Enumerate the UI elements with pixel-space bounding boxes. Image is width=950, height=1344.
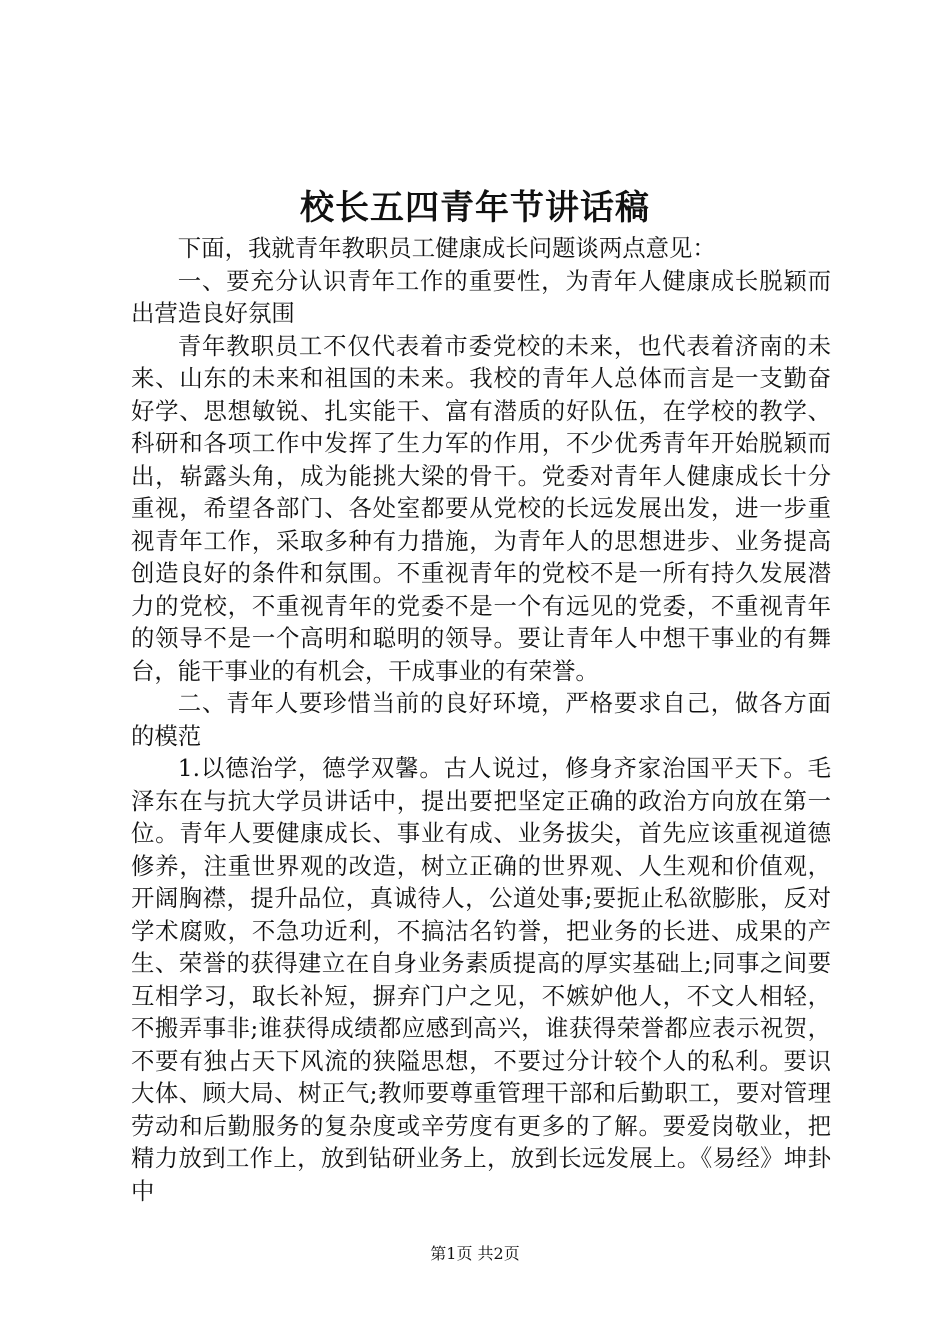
section-heading-1: 一、要充分认识青年工作的重要性，为青年人健康成长脱颖而出营造良好氛围 [131, 266, 831, 327]
intro-paragraph: 下面，我就青年教职员工健康成长问题谈两点意见： [177, 234, 716, 262]
section-heading-2: 二、青年人要珍惜当前的良好环境，严格要求自己，做各方面的模范 [131, 689, 831, 750]
document-body [131, 232, 831, 1207]
body-paragraph: 青年教职员工不仅代表着市委党校的未来，也代表着济南的未来、山东的未来和祖国的未来。我校的青年人总体而言是一支勤奋好学、思想敏锐、扎实能干、富有潜质的好队伍，在学校的教学、科研和各项工作中发挥了生力军的作用，不少优秀青年开始脱颖而出，崭露头角，成为能挑大梁的骨干。党委对青年人健康成长十分重视，希望各部门、各处室都要从党校的长远发展出发，进一步重视青年工作，采取多种有力措施，为青年人的思想进步、业务提高创造良好的条件和氛围。不重视青年的党校不是一所有持久发展潜力的党校，不重视青年的党委不是一个有远见的党委，不重视青年的领导不是一个高明和聪明的领导。要让青年人中想干事业的有舞台，能干事业的有机会，干成事业的有荣誉。 [131, 331, 831, 685]
page-footer: 第1页 共2页 [430, 1244, 520, 1263]
page-title: 校长五四青年节讲话稿 [300, 188, 650, 228]
body-paragraph: 1.以德治学，德学双馨。古人说过，修身齐家治国平天下。毛泽东在与抗大学员讲话中，提出要把坚定正确的政治方向放在第一位。青年人要健康成长、事业有成、业务拔尖，首先应该重视道德修养，注重世界观的改造，树立正确的世界观、人生观和价值观，开阔胸襟，提升品位，真诚待人，公道处事;要扼止私欲膨胀，反对学术腐败，不急功近利，不搞沽名钓誉，把业务的长进、成果的产生、荣誉的获得建立在自身业务素质提高的厚实基础上;同事之间要互相学习，取长补短，摒弃门户之见，不嫉妒他人，不文人相轻，不搬弄事非;谁获得成绩都应感到高兴，谁获得荣誉都应表示祝贺，不要有独占天下风流的狭隘思想，不要过分计较个人的私利。要识大体、顾大局、树正气;教师要尊重管理干部和后勤职工，要对管理劳动和后勤服务的复杂度或辛劳度有更多的了解。要爱岗敬业，把精力放到工作上，放到钻研业务上，放到长远发展上。《易经》坤卦中 [131, 754, 831, 1205]
